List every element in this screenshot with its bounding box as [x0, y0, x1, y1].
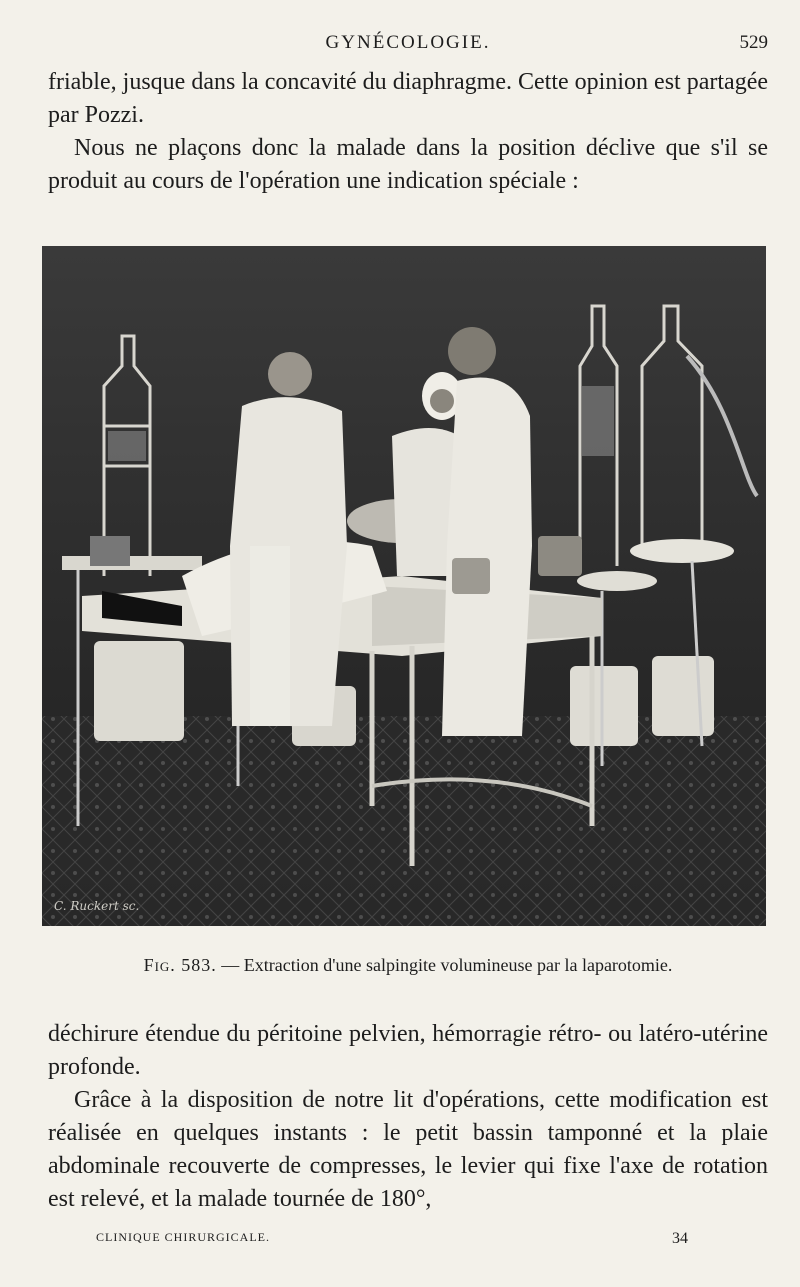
figure-caption-text: — Extraction d'une salpingite volumineuse par la laparotomie.	[221, 955, 673, 975]
paragraph-continuation: déchirure étendue du péritoine pelvien, hémorragie rétro- ou latéro-utérine profonde.	[48, 1021, 768, 1080]
paragraph: Grâce à la disposition de notre lit d'opérations, cette modification est réalisée en quelques instants : le petit bassin tamponné et la plaie abdominale recouverte de compresses, le levier qui fixe l'axe de rotation est relevé, et la malade tournée de 180°,	[48, 1087, 768, 1212]
engraver-signature: C. Ruckert sc.	[54, 899, 140, 913]
operating-room-photograph	[42, 246, 766, 926]
page-header	[48, 32, 768, 62]
figure-caption	[48, 955, 768, 976]
signature-mark: 34	[672, 1230, 688, 1247]
footer-book-title: CLINIQUE CHIRURGICALE.	[96, 1230, 270, 1244]
page-number: 529	[739, 32, 768, 53]
tiled-floor	[42, 716, 766, 926]
running-title: GYNÉCOLOGIE.	[325, 32, 491, 53]
text-block-bottom	[48, 1018, 768, 1216]
text-block-top	[48, 66, 768, 198]
figure-illustration	[42, 246, 766, 926]
paragraph-continuation: friable, jusque dans la concavité du diaphragme. Cette opinion est partagée par Pozzi.	[48, 69, 768, 128]
page-footer	[96, 1230, 688, 1254]
paragraph: Nous ne plaçons donc la malade dans la position déclive que s'il se produit au cours de l'opération une indication spéciale :	[48, 135, 768, 194]
surgeon-left	[230, 352, 347, 726]
figure-number: Fig. 583.	[143, 955, 217, 975]
